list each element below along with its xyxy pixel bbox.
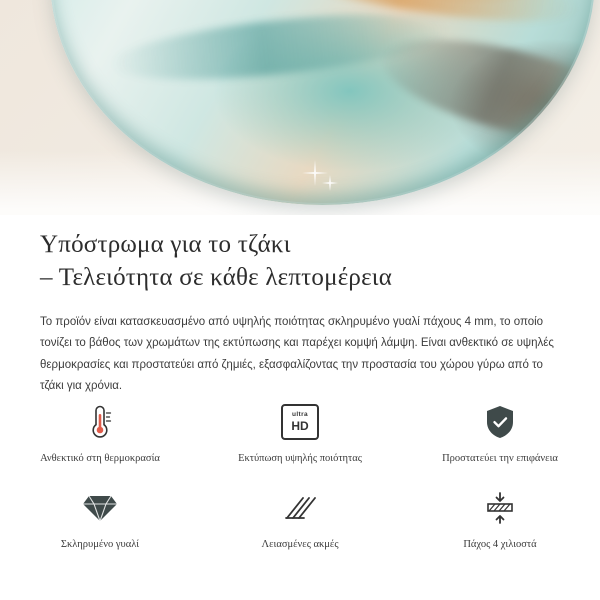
feature-item-tempered-glass: [0, 486, 200, 552]
feature-item-print-quality: [200, 400, 400, 466]
thermometer-icon: [85, 400, 115, 444]
content-block: [0, 228, 600, 397]
shield-check-icon: [483, 400, 517, 444]
ultra-hd-top-text: ultra: [291, 411, 309, 419]
headline-line-1: Υπόστρωμα για το τζάκι: [40, 231, 291, 258]
feature-item-polished-edges: [200, 486, 400, 552]
page-title: [40, 228, 560, 294]
feature-label: Σκληρυμένο γυαλί: [60, 538, 140, 550]
feature-label: Εκτύπωση υψηλής ποιότητας: [238, 453, 362, 464]
feature-label: Ανθεκτικό στη θερμοκρασία: [40, 453, 160, 464]
feature-row: [0, 486, 600, 552]
feature-item-surface-protection: [400, 400, 600, 466]
polished-edges-icon: [283, 486, 317, 530]
feature-item-temperature: [0, 400, 200, 466]
hero-image: [0, 0, 600, 215]
feature-label: Πάχος 4 χιλιοστά: [463, 538, 537, 550]
headline-line-2: – Τελειότητα σε κάθε λεπτομέρεια: [40, 264, 393, 291]
diamond-icon: [82, 486, 118, 530]
ultra-hd-icon: [281, 400, 319, 444]
description-paragraph: Το προϊόν είναι κατασκευασμένο από υψηλής ποιότητας σκληρυμένο γυαλί πάχους 4 mm, το οποίο τονίζει το βάθος των χρωμάτων της εκτύπωσης και παρέχει κομψή λάμψη. Είναι ανθεκτικό σε υψηλές θερμοκρασίες και προστατεύει από ζημιές, εξασφαλίζοντας την προστασία του χώρου γύρω από το τζάκι για χρόνια.: [40, 316, 554, 392]
feature-label: Λειασμένες ακμές: [261, 538, 339, 550]
feature-item-thickness: [400, 486, 600, 552]
sparkle-icon: [322, 175, 338, 191]
feature-grid: [0, 400, 600, 551]
thickness-icon: [480, 486, 520, 530]
feature-row: [0, 400, 600, 466]
feature-label: Προστατεύει την επιφάνεια: [442, 453, 558, 464]
ultra-hd-bottom-text: HD: [291, 418, 309, 433]
